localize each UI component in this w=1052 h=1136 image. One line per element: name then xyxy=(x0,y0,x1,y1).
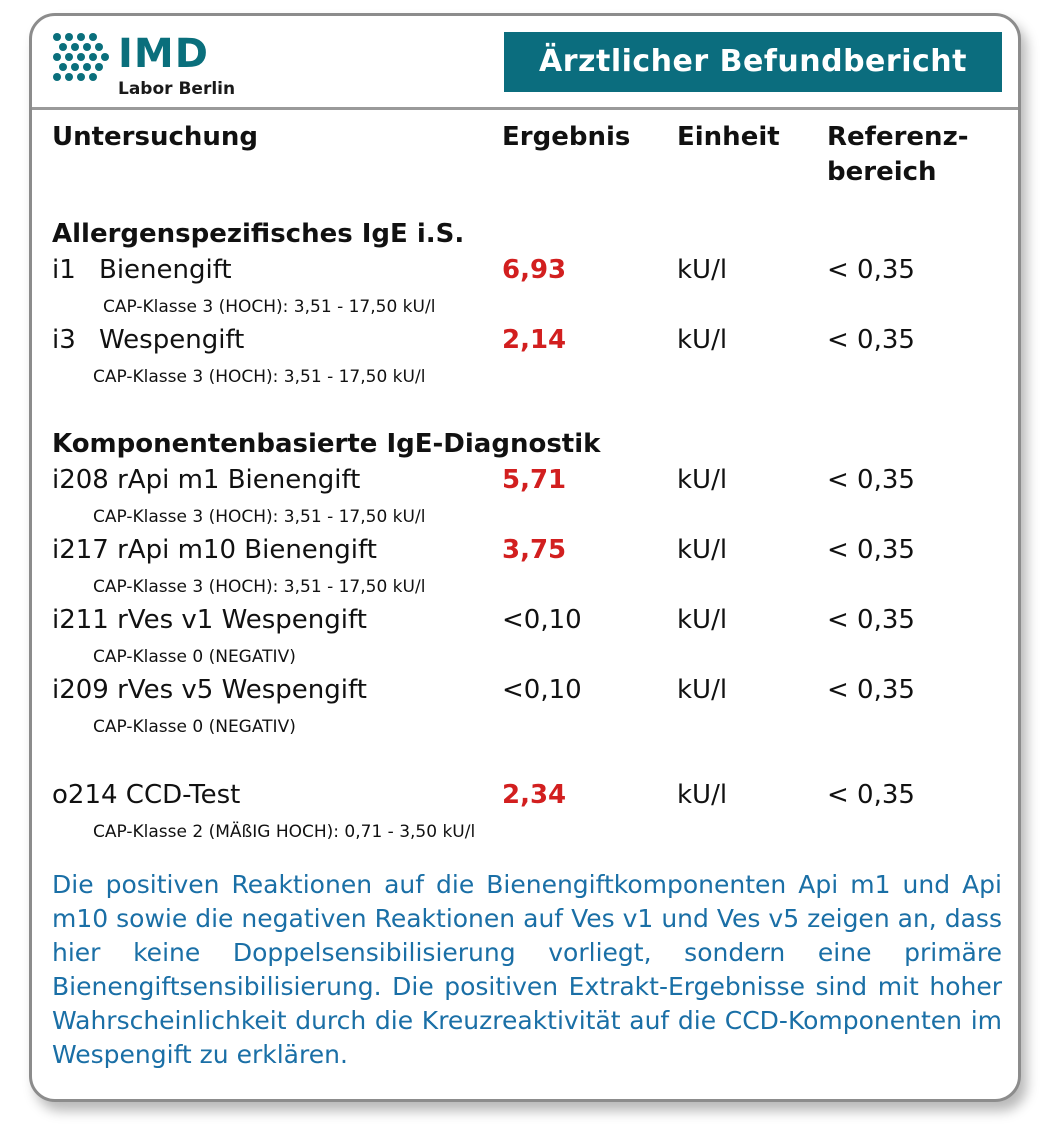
imd-logo xyxy=(52,32,292,102)
test-name: i211 rVes v1 Wespengift xyxy=(52,605,367,635)
result-row xyxy=(32,533,1018,567)
result-row xyxy=(32,323,1018,357)
test-name: i217 rApi m10 Bienengift xyxy=(52,535,377,565)
section-title-allergen: Allergenspezifisches IgE i.S. xyxy=(52,219,465,249)
logo-dots-icon xyxy=(52,32,110,88)
header-divider xyxy=(32,107,1018,110)
cap-class-note: CAP-Klasse 3 (HOCH): 3,51 - 17,50 kU/l xyxy=(93,507,426,527)
test-name: i209 rVes v5 Wespengift xyxy=(52,675,367,705)
result-row xyxy=(32,603,1018,637)
result-unit: kU/l xyxy=(677,255,728,285)
cap-class-note: CAP-Klasse 2 (MÄßIG HOCH): 0,71 - 3,50 kU/l xyxy=(93,822,476,842)
test-name: Bienengift xyxy=(99,255,232,285)
cap-class-note: CAP-Klasse 3 (HOCH): 3,51 - 17,50 kU/l xyxy=(103,297,436,317)
result-row xyxy=(32,778,1018,812)
column-header-reference-line2: bereich xyxy=(827,157,937,187)
column-header-test: Untersuchung xyxy=(52,122,259,152)
cap-class-note: CAP-Klasse 0 (NEGATIV) xyxy=(93,717,296,737)
result-row xyxy=(32,673,1018,707)
result-unit: kU/l xyxy=(677,325,728,355)
cap-class-note: CAP-Klasse 3 (HOCH): 3,51 - 17,50 kU/l xyxy=(93,367,426,387)
reference-range: < 0,35 xyxy=(827,605,915,635)
test-name: Wespengift xyxy=(99,325,245,355)
column-header-unit: Einheit xyxy=(677,122,780,152)
interpretation-note: Die positiven Reaktionen auf die Bienengiftkomponenten Api m1 und Api m10 sowie die negativen Reaktionen auf Ves v1 und Ves v5 zeigen an, dass hier keine Doppelsensibilisierung vorliegt, sondern eine primäre Bienengiftsensibilisierung. Die positiven Extrakt-Ergebnisse sind mit hoher Wahrscheinlichkeit durch die Kreuzreaktivität auf die CCD-Komponenten im Wespengift zu erklären. xyxy=(52,870,1002,1069)
test-code: i1 xyxy=(52,255,76,285)
reference-range: < 0,35 xyxy=(827,465,915,495)
reference-range: < 0,35 xyxy=(827,255,915,285)
test-name: i208 rApi m1 Bienengift xyxy=(52,465,361,495)
reference-range: < 0,35 xyxy=(827,325,915,355)
result-value: 6,93 xyxy=(502,255,567,285)
result-row xyxy=(32,463,1018,497)
logo-name: IMD xyxy=(118,31,209,77)
result-row xyxy=(32,253,1018,287)
cap-class-note: CAP-Klasse 0 (NEGATIV) xyxy=(93,647,296,667)
result-value: <0,10 xyxy=(502,675,582,705)
section-title-component: Komponentenbasierte IgE-Diagnostik xyxy=(52,429,601,459)
test-name: o214 CCD-Test xyxy=(52,780,241,810)
reference-range: < 0,35 xyxy=(827,535,915,565)
result-unit: kU/l xyxy=(677,465,728,495)
column-header-result: Ergebnis xyxy=(502,122,631,152)
column-header-reference xyxy=(827,120,969,190)
reference-range: < 0,35 xyxy=(827,675,915,705)
result-value: 3,75 xyxy=(502,535,567,565)
result-value: <0,10 xyxy=(502,605,582,635)
result-unit: kU/l xyxy=(677,535,728,565)
result-unit: kU/l xyxy=(677,780,728,810)
result-unit: kU/l xyxy=(677,675,728,705)
column-header-reference-line1: Referenz- xyxy=(827,122,969,152)
test-code: i3 xyxy=(52,325,76,355)
result-value: 5,71 xyxy=(502,465,567,495)
reference-range: < 0,35 xyxy=(827,780,915,810)
logo-subtitle: Labor Berlin xyxy=(118,79,236,99)
cap-class-note: CAP-Klasse 3 (HOCH): 3,51 - 17,50 kU/l xyxy=(93,577,426,597)
report-card xyxy=(29,13,1021,1102)
report-title: Ärztlicher Befundbericht xyxy=(504,32,1002,92)
result-unit: kU/l xyxy=(677,605,728,635)
result-value: 2,14 xyxy=(502,325,567,355)
result-value: 2,34 xyxy=(502,780,567,810)
